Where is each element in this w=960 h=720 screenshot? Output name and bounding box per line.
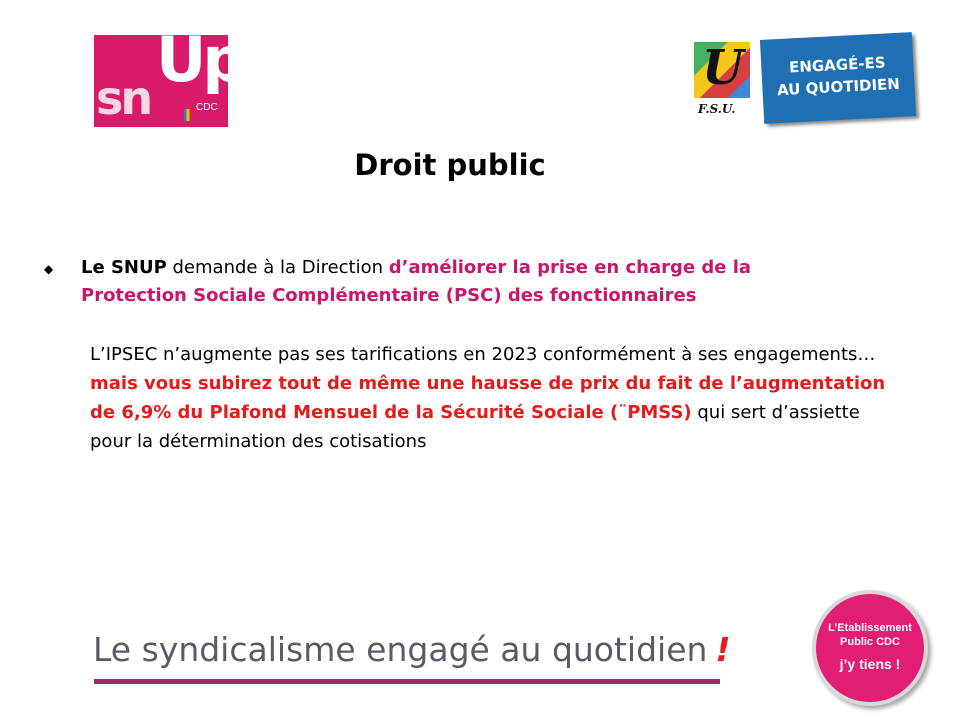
fsu-logo-letter: U	[702, 40, 744, 96]
ipsec-paragraph	[90, 340, 890, 456]
request-verb: demande à la Direction	[166, 257, 389, 278]
request-subject: Le SNUP	[81, 257, 167, 278]
stamp-line1: L’Etablissement	[828, 622, 912, 634]
request-paragraph	[81, 254, 861, 310]
request-object: d’améliorer la prise en charge de la Protection Sociale Complémentaire (PSC) des fonctionnaires	[81, 257, 752, 306]
footer-underline	[94, 679, 720, 684]
stamp-line2: Public CDC	[840, 636, 900, 648]
snup-logo-cdc: CDC	[196, 102, 218, 113]
snup-logo-sn: sn	[96, 71, 151, 125]
ipsec-intro: L’IPSEC n’augmente pas ses tarifications en 2023 conformément à ses engagements…	[90, 344, 876, 365]
engage-banner-line1: ENGAGÉ-ES	[788, 53, 887, 77]
engage-banner	[760, 32, 916, 124]
slide-title: Droit public	[354, 148, 546, 182]
snup-logo-up: Up	[156, 23, 243, 96]
footer-slogan	[93, 630, 731, 669]
fsu-logo	[692, 42, 754, 118]
fsu-logo-text: F.S.U.	[698, 102, 736, 116]
engage-banner-line2: AU QUOTIDIEN	[776, 74, 901, 100]
ipsec-conclusion: qui sert d’assiette pour la détermination des cotisations	[90, 402, 860, 452]
bullet-diamond-icon: ◆	[44, 262, 54, 276]
snup-logo	[94, 23, 243, 127]
footer-exclamation: !	[715, 630, 731, 669]
fsu-mini-mark-icon	[184, 109, 192, 121]
etablissement-public-stamp	[812, 590, 928, 706]
ipsec-warning: mais vous subirez tout de même une hausse de prix du fait de l’augmentation de 6,9% du Plafond Mensuel de la Sécurité Sociale (¨PMSS)	[90, 373, 886, 423]
footer-slogan-text: Le syndicalisme engagé au quotidien	[93, 630, 708, 669]
stamp-line3: j’y tiens !	[839, 656, 901, 672]
